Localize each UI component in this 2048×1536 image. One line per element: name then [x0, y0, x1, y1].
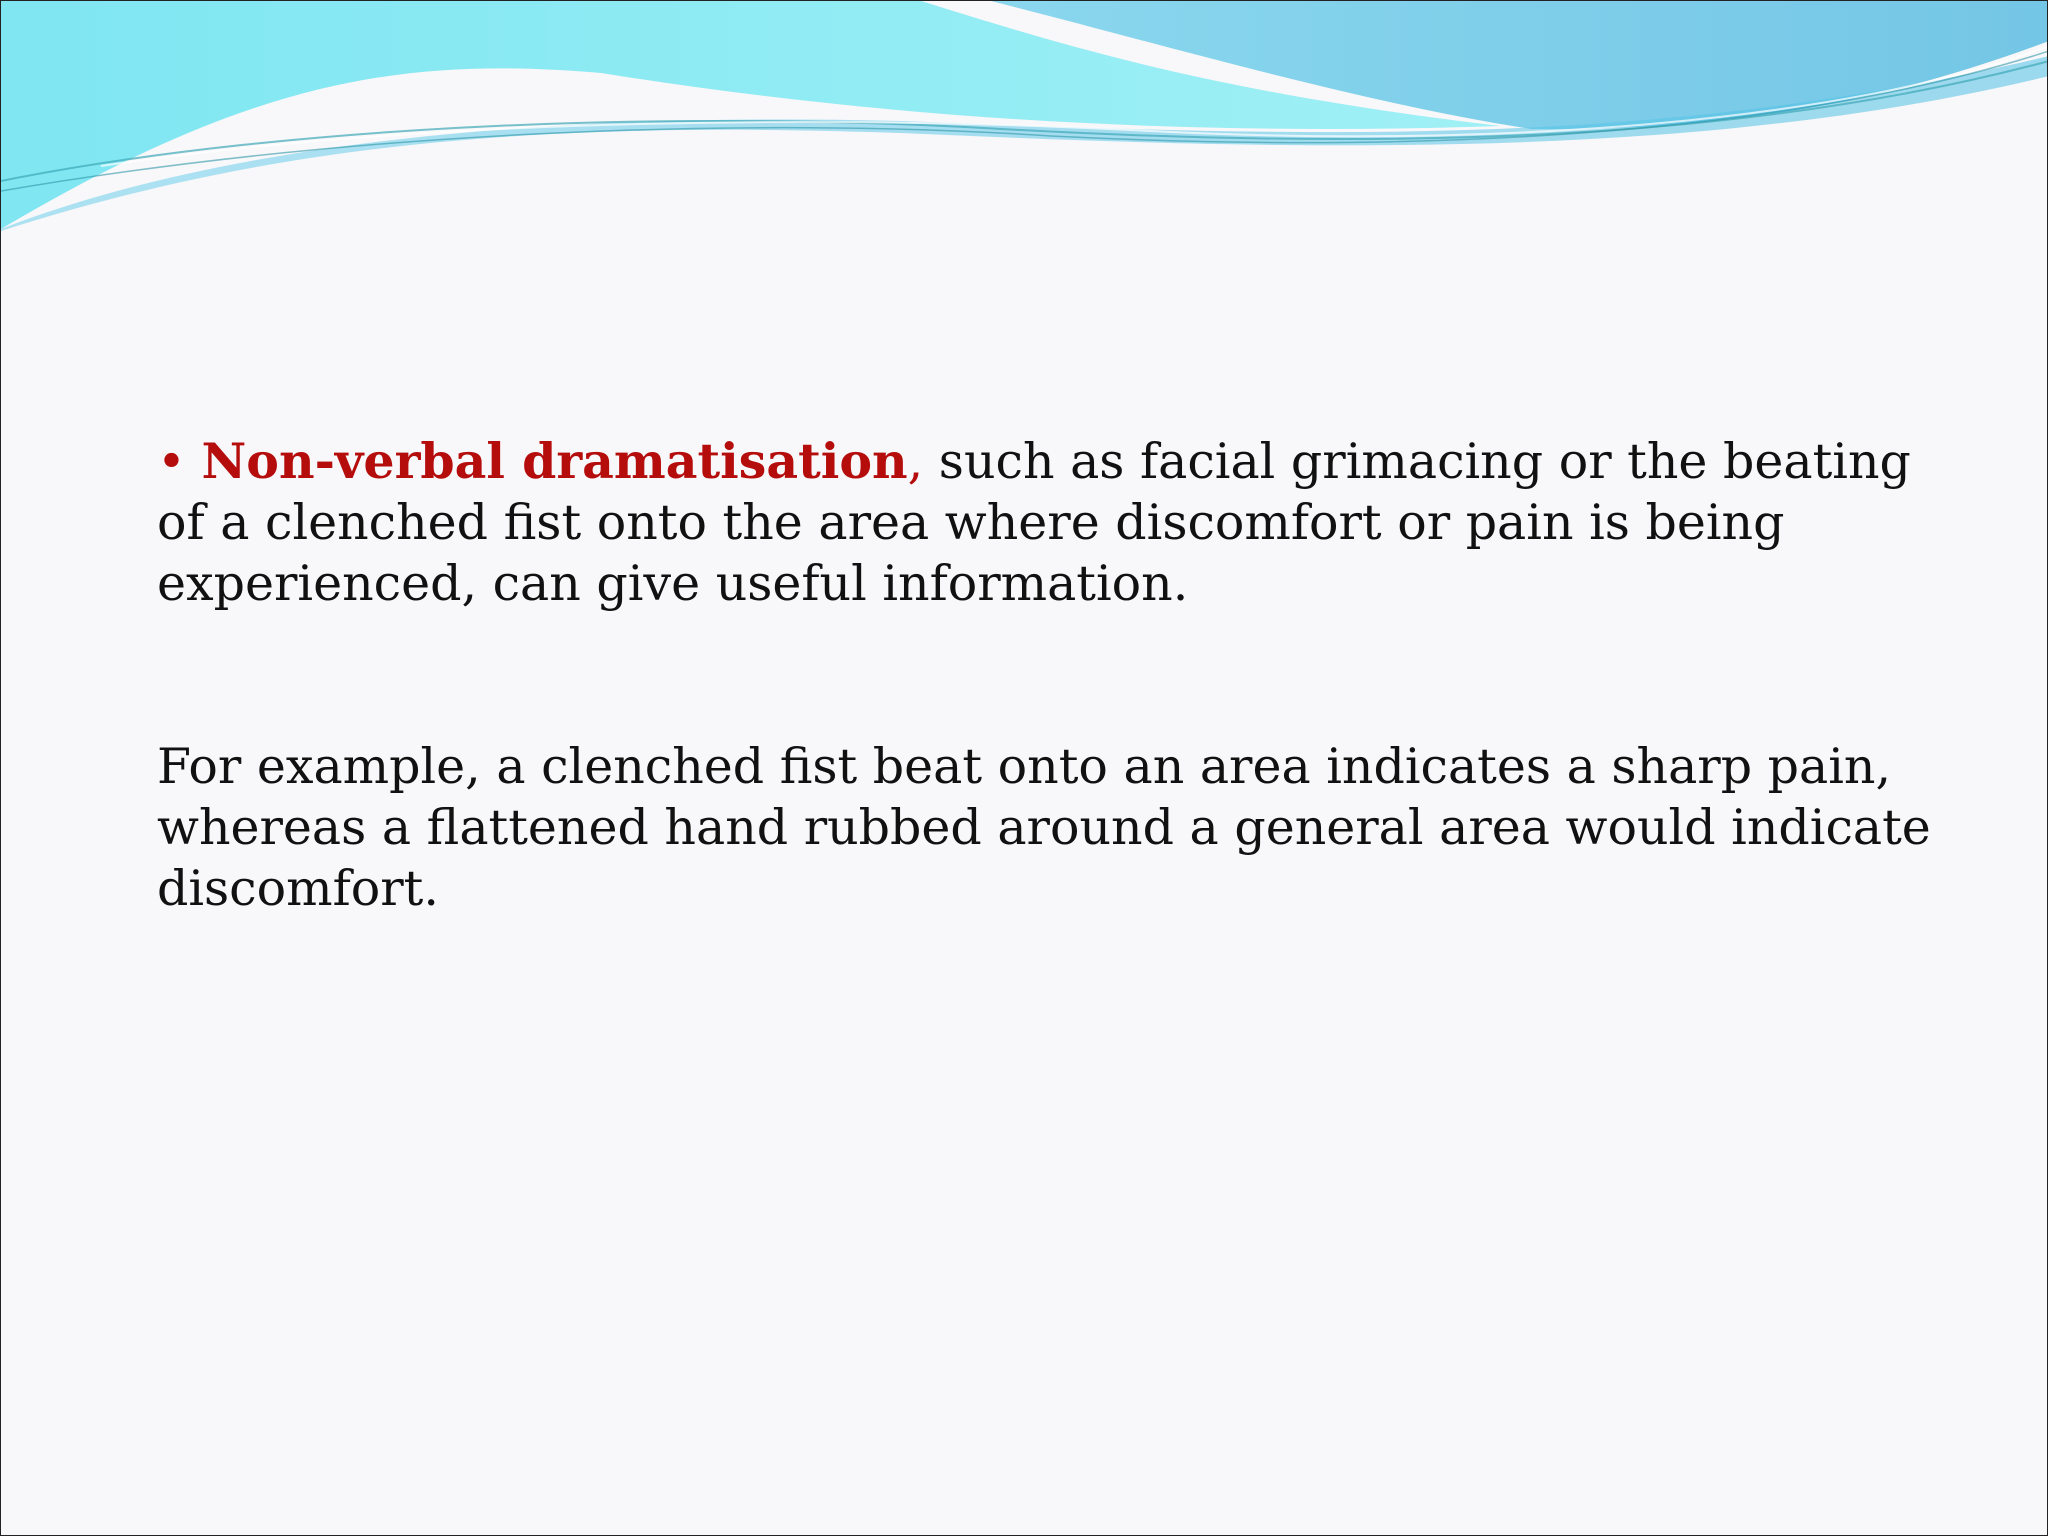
example-paragraph: For example, a clenched fist beat onto an area indicates a sharp pain, whereas a flattened hand rubbed around a general area would indicate discomfort. [157, 738, 1931, 917]
bullet-text: such as facial grimacing or the beating of a clenched fist onto the area where discomfort or pain is being experienced, can give useful information. [157, 433, 1911, 612]
highlight-term: Non-verbal dramatisation [201, 432, 908, 490]
slide-body [157, 431, 1957, 919]
highlight-comma: , [907, 433, 924, 490]
wave-header-decoration [1, 1, 2048, 241]
bullet-symbol: • [157, 433, 186, 490]
bullet-paragraph [157, 431, 1957, 614]
